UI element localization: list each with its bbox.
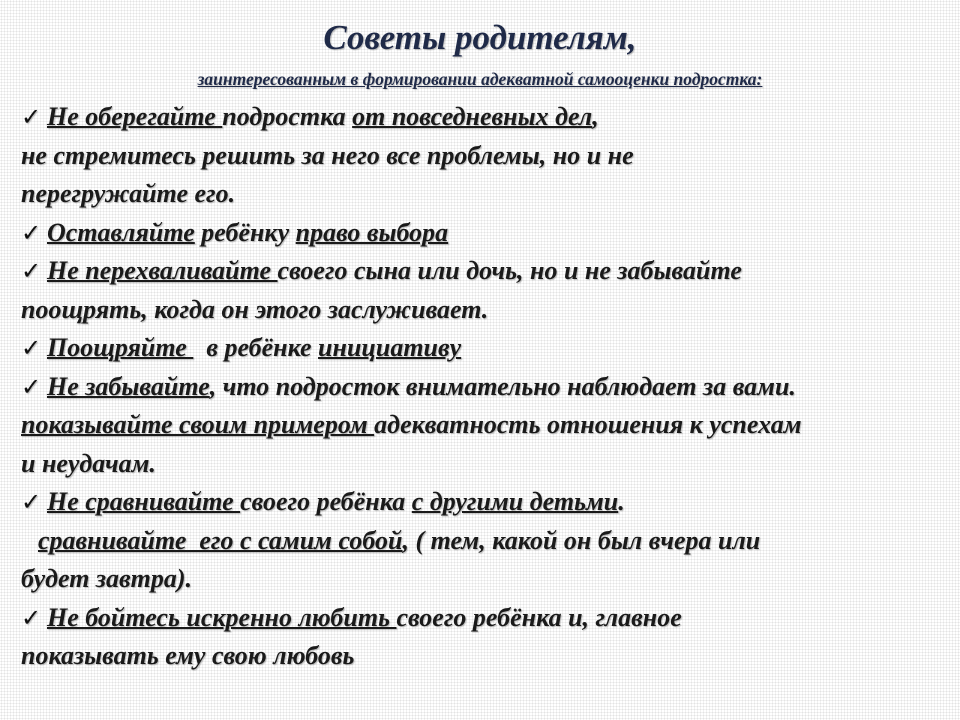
checkmark-icon: ✓ xyxy=(21,257,42,285)
tips-list xyxy=(21,98,952,676)
tip-6-highlight: Не сравнивайте xyxy=(47,487,241,516)
tip-5-text: , что подросток внимательно наблюдает за вами. xyxy=(209,371,796,401)
tip-3-text: своего сына или дочь, но и не забывайте xyxy=(277,256,742,285)
tip-2 xyxy=(21,214,952,253)
tip-5-highlight: Не забывайте xyxy=(47,371,210,401)
tip-3-line-2: поощрять, когда он этого заслуживает. xyxy=(21,294,489,324)
tip-5-line-3: и неудачам. xyxy=(21,448,156,478)
tip-4-highlight: Поощряйте xyxy=(47,333,194,362)
page-subtitle: заинтересованным в формировании адекватной самооценки подростка: xyxy=(197,69,763,89)
tip-2-highlight: Оставляйте xyxy=(47,217,195,247)
checkmark-icon: ✓ xyxy=(21,334,42,362)
tip-5-text-2: адекватность отношения к успехам xyxy=(374,410,802,439)
tip-6-highlight-3: сравнивайте его с самим собой xyxy=(38,525,403,555)
checkmark-icon: ✓ xyxy=(21,488,42,516)
tip-6-text: своего ребёнка xyxy=(240,487,412,516)
checkmark-icon: ✓ xyxy=(21,218,42,247)
checkmark-icon: ✓ xyxy=(21,603,42,632)
tip-6-highlight-2: с другими детьми xyxy=(411,487,619,516)
tip-1-line-3: перегружайте его. xyxy=(21,179,236,208)
tip-5-highlight-2: показывайте своим примером xyxy=(21,410,375,439)
tip-7-text: своего ребёнка и, главное xyxy=(396,602,682,632)
tip-7-line-2: показывать ему свою любовь xyxy=(21,641,355,670)
checkmark-icon: ✓ xyxy=(21,103,42,131)
tip-6-line-2 xyxy=(21,522,952,561)
tip-7-highlight: Не бойтесь искренно любить xyxy=(47,602,397,632)
tip-1-highlight: Не оберегайте xyxy=(47,102,223,131)
tip-6-period: . xyxy=(618,487,625,516)
tip-1-highlight-2: от повседневных дел xyxy=(352,102,593,131)
tip-1-comma: , xyxy=(592,102,599,131)
tip-4-highlight-2: инициативу xyxy=(318,333,462,362)
tip-5 xyxy=(21,368,952,407)
tip-5-line-2 xyxy=(21,406,952,445)
tip-3 xyxy=(21,252,952,291)
tip-6-text-2: , ( тем, какой он был вчера или xyxy=(402,525,761,555)
tip-2-text: ребёнку xyxy=(194,217,296,247)
tip-1 xyxy=(21,98,952,137)
tip-3-highlight: Не перехваливайте xyxy=(47,256,278,285)
tip-4-text: в ребёнке xyxy=(193,333,319,362)
page-title: Советы родителям, xyxy=(323,18,637,57)
tip-6 xyxy=(21,483,952,522)
tip-2-highlight-2: право выбора xyxy=(295,217,449,247)
tip-1-line-2: не стремитесь решить за него все проблемы, но и не xyxy=(21,140,634,170)
tip-6-line-3: будет завтра). xyxy=(21,564,193,593)
tip-1-text: подростка xyxy=(222,102,353,131)
tip-4 xyxy=(21,329,952,368)
tip-7 xyxy=(21,599,952,638)
checkmark-icon: ✓ xyxy=(21,372,42,401)
